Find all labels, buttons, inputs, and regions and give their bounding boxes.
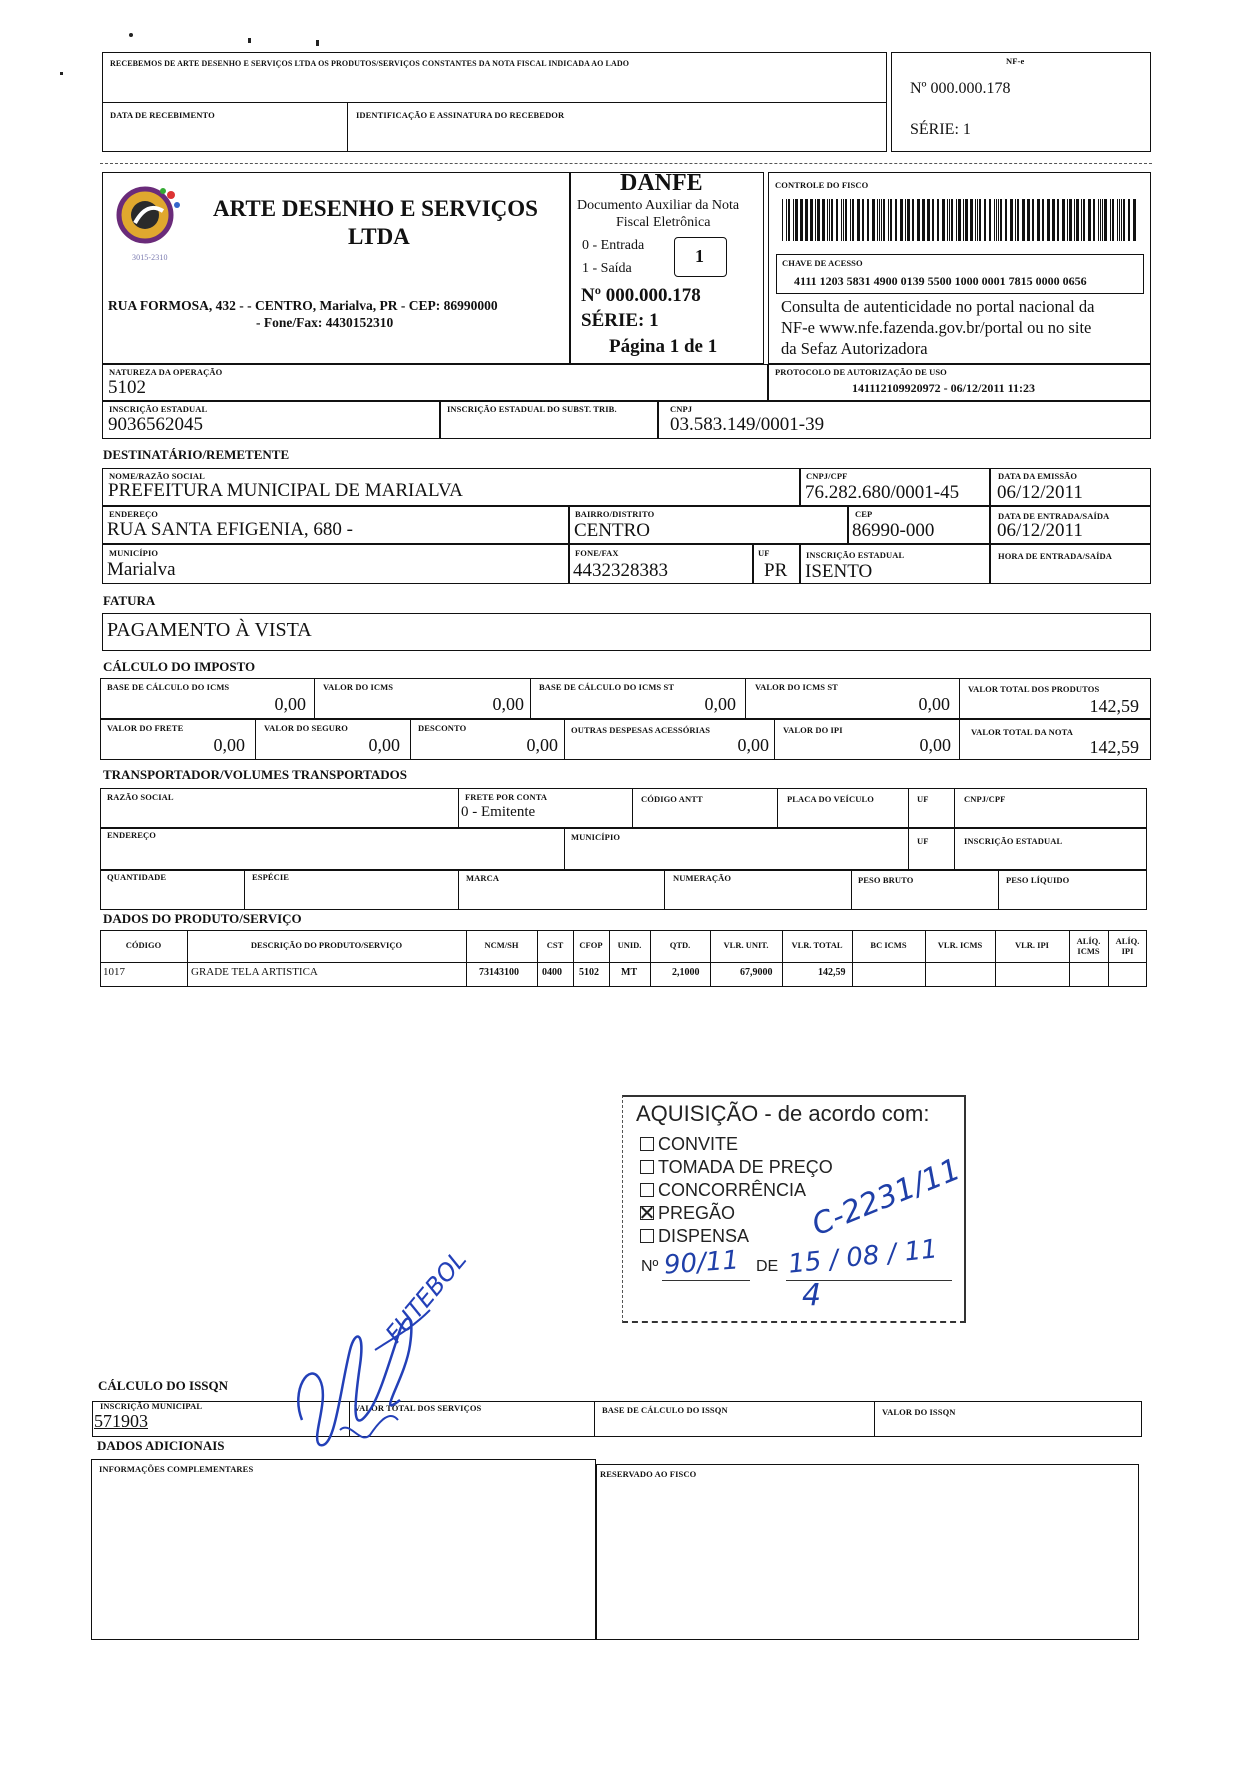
row-qty: 2,1000 bbox=[672, 967, 700, 978]
emitter-logo bbox=[113, 183, 185, 255]
ie-st-label: INSCRIÇÃO ESTADUAL DO SUBST. TRIB. bbox=[447, 404, 617, 414]
icms-st-label: VALOR DO ICMS ST bbox=[755, 682, 838, 692]
col-ncm: NCM/SH bbox=[484, 940, 519, 950]
barcode-bar bbox=[827, 199, 828, 241]
barcode bbox=[782, 199, 1136, 241]
qty-label: QUANTIDADE bbox=[107, 872, 167, 882]
additional-info-label: INFORMAÇÕES COMPLEMENTARES bbox=[99, 1464, 254, 1474]
emitter-name-line2: LTDA bbox=[348, 224, 410, 249]
pr-d6 bbox=[650, 930, 651, 987]
municipal-ie: 571903 bbox=[94, 1411, 148, 1431]
barcode-bar bbox=[857, 199, 860, 241]
col-aliq-ipi-1: ALÍQ. bbox=[1115, 936, 1140, 946]
barcode-bar bbox=[1100, 199, 1101, 241]
barcode-bar bbox=[998, 199, 999, 241]
barcode-bar bbox=[879, 199, 880, 241]
carrier-uf2-label: UF bbox=[917, 836, 929, 846]
issqn-base-label: BASE DE CÁLCULO DO ISSQN bbox=[602, 1405, 728, 1415]
barcode-bar bbox=[1119, 199, 1120, 241]
base-st: 0,00 bbox=[704, 694, 736, 714]
barcode-bar bbox=[793, 199, 794, 241]
col-aliq-icms-1: ALÍQ. bbox=[1076, 936, 1101, 946]
icms-label: VALOR DO ICMS bbox=[323, 682, 394, 692]
tr-d2 bbox=[632, 788, 633, 828]
barcode-bar bbox=[831, 199, 833, 241]
stamp-date-handwritten: 15 / 08 / 11 bbox=[786, 1234, 940, 1280]
barcode-bar bbox=[994, 199, 995, 241]
barcode-bar bbox=[852, 199, 854, 241]
receipt-nfe-label: NF-e bbox=[1006, 56, 1025, 66]
access-key-label: CHAVE DE ACESSO bbox=[782, 258, 863, 268]
row-desc: GRADE TELA ARTISTICA bbox=[191, 966, 318, 978]
reserved-box bbox=[596, 1464, 1139, 1640]
row-unit: MT bbox=[621, 967, 638, 978]
carrier-city-label: MUNICÍPIO bbox=[571, 832, 621, 842]
ipi: 0,00 bbox=[919, 735, 951, 755]
municipal-ie-label: INSCRIÇÃO MUNICIPAL bbox=[100, 1401, 203, 1411]
additional-info-box bbox=[91, 1459, 596, 1640]
brand-label: MARCA bbox=[466, 873, 500, 883]
checkbox-icon bbox=[640, 1137, 654, 1151]
barcode-bar bbox=[963, 199, 964, 241]
barcode-bar bbox=[1032, 199, 1034, 241]
pr-d2 bbox=[466, 930, 467, 987]
col-unit: UNID. bbox=[617, 940, 642, 950]
total-products: 142,59 bbox=[1089, 696, 1139, 716]
phone: 4432328383 bbox=[573, 560, 668, 581]
barcode-bar bbox=[1052, 199, 1055, 241]
barcode-bar bbox=[795, 199, 798, 241]
other: 0,00 bbox=[737, 735, 769, 755]
barcode-bar bbox=[1076, 199, 1079, 241]
stamp-option-label: PREGÃO bbox=[658, 1203, 736, 1223]
row-ncm: 73143100 bbox=[479, 967, 519, 978]
cnpj-label: CNPJ bbox=[670, 404, 693, 414]
stamp-option-2 bbox=[640, 1180, 806, 1201]
barcode-bar bbox=[883, 199, 885, 241]
invoice-section-title: FATURA bbox=[103, 593, 156, 608]
barcode-bar bbox=[1102, 199, 1103, 241]
transport-row2 bbox=[100, 828, 1147, 870]
tr-d7 bbox=[244, 870, 245, 910]
barcode-bar bbox=[1117, 199, 1118, 241]
stamp-option-label: TOMADA DE PREÇO bbox=[658, 1157, 833, 1177]
stamp-option-label: CONCORRÊNCIA bbox=[658, 1180, 807, 1200]
barcode-bar bbox=[905, 199, 906, 241]
barcode-bar bbox=[850, 199, 851, 241]
barcode-bar bbox=[1121, 199, 1122, 241]
stamp-number-underline bbox=[662, 1280, 750, 1281]
barcode-bar bbox=[867, 199, 869, 241]
receipt-statement: RECEBEMOS DE ARTE DESENHO E SERVIÇOS LTDA OS PRODUTOS/SERVIÇOS CONSTANTES DA NOTA FISCAL INDICADA AO LADO bbox=[110, 59, 630, 68]
barcode-bar bbox=[845, 199, 847, 241]
receipt-divider bbox=[102, 102, 887, 103]
barcode-bar bbox=[841, 199, 842, 241]
barcode-bar bbox=[942, 199, 945, 241]
barcode-bar bbox=[829, 199, 830, 241]
barcode-bar bbox=[817, 199, 820, 241]
ipi-label: VALOR DO IPI bbox=[783, 725, 843, 735]
barcode-bar bbox=[810, 199, 813, 241]
pr-d3 bbox=[537, 930, 538, 987]
recipient-ie: ISENTO bbox=[805, 561, 873, 582]
tax-div-2 bbox=[530, 678, 531, 719]
barcode-bar bbox=[937, 199, 939, 241]
barcode-bar bbox=[1083, 199, 1085, 241]
is-d3 bbox=[874, 1401, 875, 1437]
barcode-bar bbox=[949, 199, 950, 241]
barcode-bar bbox=[1017, 199, 1019, 241]
entry-time-label: HORA DE ENTRADA/SAÍDA bbox=[998, 551, 1113, 561]
col-vlr-icms: VLR. ICMS bbox=[937, 940, 983, 950]
barcode-bar bbox=[1067, 199, 1068, 241]
barcode-bar bbox=[843, 199, 844, 241]
danfe-page: Página 1 de 1 bbox=[609, 336, 718, 357]
barcode-bar bbox=[989, 199, 991, 241]
barcode-bar bbox=[947, 199, 948, 241]
barcode-bar bbox=[1005, 199, 1007, 241]
col-unit-price: VLR. UNIT. bbox=[723, 940, 769, 950]
barcode-bar bbox=[1133, 199, 1136, 241]
base-icms-label: BASE DE CÁLCULO DO ICMS bbox=[107, 682, 230, 692]
danfe-subtitle2: Fiscal Eletrônica bbox=[616, 215, 711, 230]
col-qty: QTD. bbox=[669, 940, 691, 950]
stamp-code-handwritten: C-2231/11 bbox=[807, 1151, 966, 1244]
is-d2 bbox=[594, 1401, 595, 1437]
pr-d4 bbox=[573, 930, 574, 987]
carrier-name-label: RAZÃO SOCIAL bbox=[107, 792, 174, 802]
access-key: 4111 1203 5831 4900 0139 5500 1000 0001 7815 0000 0656 bbox=[794, 274, 1087, 288]
transport-section-title: TRANSPORTADOR/VOLUMES TRANSPORTADOS bbox=[103, 767, 408, 782]
barcode-bar bbox=[890, 199, 892, 241]
antt-label: CÓDIGO ANTT bbox=[641, 794, 703, 804]
receipt-id-label: IDENTIFICAÇÃO E ASSINATURA DO RECEBEDOR bbox=[356, 110, 565, 120]
barcode-bar bbox=[956, 199, 957, 241]
row-unit-price: 67,9000 bbox=[740, 967, 773, 978]
discount-label: DESCONTO bbox=[418, 723, 467, 733]
barcode-bar bbox=[1047, 199, 1050, 241]
recipient-cnpj: 76.282.680/0001-45 bbox=[805, 482, 960, 503]
pr-d9 bbox=[852, 930, 853, 987]
cep: 86990-000 bbox=[852, 520, 935, 541]
row-total: 142,59 bbox=[818, 967, 846, 978]
stamp-extra-handwritten: 4 bbox=[802, 1278, 822, 1313]
stamp-title: AQUISIÇÃO - de acordo com: bbox=[636, 1101, 930, 1126]
barcode-bar bbox=[1098, 199, 1099, 241]
tax-div-1 bbox=[314, 678, 315, 719]
barcode-bar bbox=[800, 199, 803, 241]
barcode-bar bbox=[782, 199, 783, 241]
icms: 0,00 bbox=[492, 694, 524, 714]
barcode-bar bbox=[1123, 199, 1125, 241]
issqn-value-label: VALOR DO ISSQN bbox=[882, 1407, 956, 1417]
col-desc: DESCRIÇÃO DO PRODUTO/SERVIÇO bbox=[250, 940, 403, 950]
barcode-bar bbox=[888, 199, 889, 241]
receipt-date-label: DATA DE RECEBIMENTO bbox=[110, 110, 215, 120]
col-vlr-ipi: VLR. IPI bbox=[1014, 940, 1049, 950]
barcode-bar bbox=[977, 199, 978, 241]
barcode-bar bbox=[984, 199, 986, 241]
species-label: ESPÉCIE bbox=[252, 872, 290, 882]
barcode-bar bbox=[970, 199, 973, 241]
stamp-option-label: CONVITE bbox=[658, 1134, 739, 1154]
barcode-bar bbox=[836, 199, 838, 241]
carrier-uf-label: UF bbox=[917, 794, 929, 804]
receipt-number: Nº 000.000.178 bbox=[910, 80, 1011, 97]
col-bc-icms: BC ICMS bbox=[870, 940, 907, 950]
receipt-divider-v bbox=[347, 102, 348, 152]
stamp-number-handwritten: 90/11 bbox=[663, 1245, 740, 1281]
tax-div-4 bbox=[959, 678, 960, 760]
pr-d10 bbox=[925, 930, 926, 987]
barcode-bar bbox=[1074, 199, 1075, 241]
barcode-bar bbox=[1010, 199, 1013, 241]
stamp-option-0 bbox=[640, 1134, 738, 1155]
col-aliq-ipi-2: IPI bbox=[1121, 946, 1134, 956]
barcode-bar bbox=[788, 199, 790, 241]
barcode-bar bbox=[907, 199, 910, 241]
emitter-logo-text: 3015-2310 bbox=[132, 253, 168, 262]
barcode-bar bbox=[965, 199, 968, 241]
barcode-bar bbox=[979, 199, 981, 241]
reserved-label: RESERVADO AO FISCO bbox=[600, 1469, 697, 1479]
emission-label: DATA DA EMISSÃO bbox=[998, 471, 1078, 481]
barcode-bar bbox=[922, 199, 925, 241]
phone-label: FONE/FAX bbox=[575, 548, 619, 558]
barcode-bar bbox=[1062, 199, 1065, 241]
nature-value: 5102 bbox=[108, 377, 146, 398]
consult-line1: Consulta de autenticidade no portal nacional da bbox=[781, 297, 1095, 316]
cnpj-value: 03.583.149/0001-39 bbox=[670, 414, 825, 435]
tax-div-3 bbox=[745, 678, 746, 719]
emitter-address-line1: RUA FORMOSA, 432 - - CENTRO, Marialva, PR - CEP: 86990000 bbox=[108, 298, 498, 313]
col-aliq-icms-2: ICMS bbox=[1077, 946, 1100, 956]
recipient-cnpj-label: CNPJ/CPF bbox=[806, 471, 848, 481]
gross-weight-label: PESO BRUTO bbox=[858, 875, 914, 885]
checked-checkbox-icon bbox=[640, 1206, 654, 1220]
city: Marialva bbox=[107, 559, 176, 580]
additional-section-title: DADOS ADICIONAIS bbox=[97, 1438, 225, 1453]
cut-line bbox=[100, 163, 1152, 164]
barcode-bar bbox=[1015, 199, 1016, 241]
insurance-label: VALOR DO SEGURO bbox=[264, 723, 348, 733]
recipient-address: RUA SANTA EFIGENIA, 680 - bbox=[107, 519, 354, 540]
col-total: VLR. TOTAL bbox=[791, 940, 843, 950]
stamp-option-3 bbox=[640, 1203, 735, 1224]
barcode-bar bbox=[996, 199, 997, 241]
barcode-bar bbox=[1110, 199, 1111, 241]
tr-d5 bbox=[954, 788, 955, 870]
plate-label: PLACA DO VEÍCULO bbox=[787, 794, 874, 804]
danfe-entrada: 0 - Entrada bbox=[582, 238, 645, 253]
barcode-bar bbox=[895, 199, 897, 241]
checkbox-icon bbox=[640, 1183, 654, 1197]
barcode-bar bbox=[1042, 199, 1044, 241]
ie-label: INSCRIÇÃO ESTADUAL bbox=[109, 404, 208, 414]
stamp-de-label: DE bbox=[756, 1258, 779, 1275]
col-code: CÓDIGO bbox=[125, 940, 162, 950]
barcode-bar bbox=[1022, 199, 1025, 241]
barcode-bar bbox=[1128, 199, 1130, 241]
danfe-series: SÉRIE: 1 bbox=[581, 310, 659, 331]
protocol-value: 141112109920972 - 06/12/2011 11:23 bbox=[852, 381, 1036, 395]
tr-d6 bbox=[564, 828, 565, 870]
barcode-bar bbox=[877, 199, 878, 241]
barcode-bar bbox=[1088, 199, 1091, 241]
danfe-number: Nº 000.000.178 bbox=[581, 285, 701, 306]
emitter-name-line1: ARTE DESENHO E SERVIÇOS bbox=[213, 196, 538, 221]
uf-label: UF bbox=[758, 548, 770, 558]
entry-date-label: DATA DE ENTRADA/SAÍDA bbox=[998, 511, 1110, 521]
pr-d5 bbox=[609, 930, 610, 987]
icms-st: 0,00 bbox=[918, 694, 950, 714]
barcode-bar bbox=[862, 199, 864, 241]
freight: 0,00 bbox=[213, 735, 245, 755]
city-label: MUNICÍPIO bbox=[109, 548, 159, 558]
insurance: 0,00 bbox=[368, 735, 400, 755]
barcode-bar bbox=[932, 199, 934, 241]
barcode-bar bbox=[881, 199, 882, 241]
emitter-address-line2: - Fone/Fax: 4430152310 bbox=[256, 315, 394, 330]
pr-d1 bbox=[187, 930, 188, 987]
carrier-ie-label: INSCRIÇÃO ESTADUAL bbox=[964, 836, 1063, 846]
barcode-bar bbox=[1112, 199, 1114, 241]
barcode-bar bbox=[1037, 199, 1040, 241]
carrier-cnpj-label: CNPJ/CPF bbox=[964, 794, 1006, 804]
danfe-saida: 1 - Saída bbox=[582, 261, 632, 276]
recipient-name-label: NOME/RAZÃO SOCIAL bbox=[109, 471, 205, 481]
barcode-bar bbox=[1104, 199, 1107, 241]
tax-div-5 bbox=[255, 719, 256, 760]
danfe-type-value: 1 bbox=[695, 246, 704, 266]
nature-label: NATUREZA DA OPERAÇÃO bbox=[109, 367, 223, 377]
barcode-bar bbox=[1093, 199, 1095, 241]
barcode-bar bbox=[958, 199, 961, 241]
emission-date: 06/12/2011 bbox=[997, 482, 1083, 503]
stamp-option-1 bbox=[640, 1157, 833, 1178]
col-cfop: CFOP bbox=[579, 940, 603, 950]
total-products-label: VALOR TOTAL DOS PRODUTOS bbox=[968, 684, 1100, 694]
danfe-subtitle1: Documento Auxiliar da Nota bbox=[577, 198, 740, 213]
tr-d11 bbox=[998, 870, 999, 910]
recipient-section-title: DESTINATÁRIO/REMETENTE bbox=[103, 447, 290, 462]
base-st-label: BASE DE CÁLCULO DO ICMS ST bbox=[539, 682, 675, 692]
barcode-bar bbox=[822, 199, 825, 241]
carrier-freight: 0 - Emitente bbox=[461, 804, 536, 820]
district: CENTRO bbox=[574, 520, 650, 541]
consult-line3: da Sefaz Autorizadora bbox=[781, 339, 928, 358]
recipient-address-label: ENDEREÇO bbox=[109, 509, 158, 519]
recipient-name: PREFEITURA MUNICIPAL DE MARIALVA bbox=[108, 480, 463, 501]
numbering-label: NUMERAÇÃO bbox=[673, 873, 732, 883]
pr-d7 bbox=[710, 930, 711, 987]
total: 142,59 bbox=[1089, 737, 1139, 757]
net-weight-label: PESO LÍQUIDO bbox=[1006, 875, 1070, 885]
receipt-series: SÉRIE: 1 bbox=[910, 121, 971, 138]
tr-d4 bbox=[908, 788, 909, 870]
freight-label: VALOR DO FRETE bbox=[107, 723, 184, 733]
row-cst: 0400 bbox=[542, 967, 562, 978]
barcode-bar bbox=[900, 199, 903, 241]
tax-div-6 bbox=[410, 719, 411, 760]
stamp-option-label: DISPENSA bbox=[658, 1226, 750, 1246]
total-label: VALOR TOTAL DA NOTA bbox=[971, 727, 1073, 737]
barcode-bar bbox=[872, 199, 875, 241]
tr-d3 bbox=[777, 788, 778, 828]
issqn-section-title: CÁLCULO DO ISSQN bbox=[98, 1378, 229, 1393]
row-cfop: 5102 bbox=[579, 967, 599, 978]
products-section-title: DADOS DO PRODUTO/SERVIÇO bbox=[103, 911, 302, 926]
barcode-bar bbox=[805, 199, 808, 241]
checkbox-icon bbox=[640, 1160, 654, 1174]
entry-date: 06/12/2011 bbox=[997, 520, 1083, 541]
barcode-bar bbox=[951, 199, 953, 241]
barcode-bar bbox=[1000, 199, 1002, 241]
col-cst: CST bbox=[546, 940, 564, 950]
scan-speck bbox=[60, 72, 63, 75]
checkbox-icon bbox=[640, 1229, 654, 1243]
tr-d9 bbox=[664, 870, 665, 910]
barcode-bar bbox=[1069, 199, 1072, 241]
stamp-no-label: Nº bbox=[641, 1258, 659, 1275]
barcode-bar bbox=[912, 199, 914, 241]
scan-speck bbox=[129, 33, 133, 37]
cep-label: CEP bbox=[855, 509, 873, 519]
tax-div-8 bbox=[774, 719, 775, 760]
danfe-title: DANFE bbox=[620, 170, 703, 196]
scan-speck bbox=[248, 38, 251, 43]
barcode-bar bbox=[1081, 199, 1082, 241]
carrier-freight-label: FRETE POR CONTA bbox=[465, 792, 548, 802]
tr-d1 bbox=[458, 788, 459, 828]
row-code: 1017 bbox=[103, 966, 125, 978]
tr-d8 bbox=[458, 870, 459, 910]
protocol-label: PROTOCOLO DE AUTORIZAÇÃO DE USO bbox=[775, 367, 947, 377]
base-icms: 0,00 bbox=[274, 694, 306, 714]
district-label: BAIRRO/DISTRITO bbox=[575, 509, 655, 519]
barcode-bar bbox=[917, 199, 920, 241]
tax-section-title: CÁLCULO DO IMPOSTO bbox=[103, 659, 256, 674]
barcode-bar bbox=[815, 199, 816, 241]
barcode-bar bbox=[786, 199, 787, 241]
barcode-bar bbox=[927, 199, 930, 241]
entry-time-box bbox=[990, 544, 1151, 584]
barcode-bar bbox=[1057, 199, 1059, 241]
fisco-control-label: CONTROLE DO FISCO bbox=[775, 180, 869, 190]
discount: 0,00 bbox=[526, 735, 558, 755]
ie-value: 9036562045 bbox=[108, 414, 203, 435]
pr-d11 bbox=[995, 930, 996, 987]
uf: PR bbox=[764, 560, 788, 581]
scan-speck bbox=[316, 40, 319, 46]
carrier-address-label: ENDEREÇO bbox=[107, 830, 156, 840]
recipient-ie-label: INSCRIÇÃO ESTADUAL bbox=[806, 550, 905, 560]
other-label: OUTRAS DESPESAS ACESSÓRIAS bbox=[571, 725, 711, 735]
services-total-label: VALOR TOTAL DOS SERVIÇOS bbox=[354, 1403, 482, 1413]
pr-d8 bbox=[782, 930, 783, 987]
signature-text: FUTEBOL bbox=[380, 1245, 473, 1348]
invoice-text: PAGAMENTO À VISTA bbox=[107, 619, 312, 641]
stamp-option-4 bbox=[640, 1226, 749, 1247]
tax-div-7 bbox=[564, 719, 565, 760]
barcode-bar bbox=[975, 199, 976, 241]
tr-d10 bbox=[851, 870, 852, 910]
barcode-bar bbox=[1027, 199, 1030, 241]
consult-line2: NF-e www.nfe.fazenda.gov.br/portal ou no site bbox=[781, 318, 1092, 337]
